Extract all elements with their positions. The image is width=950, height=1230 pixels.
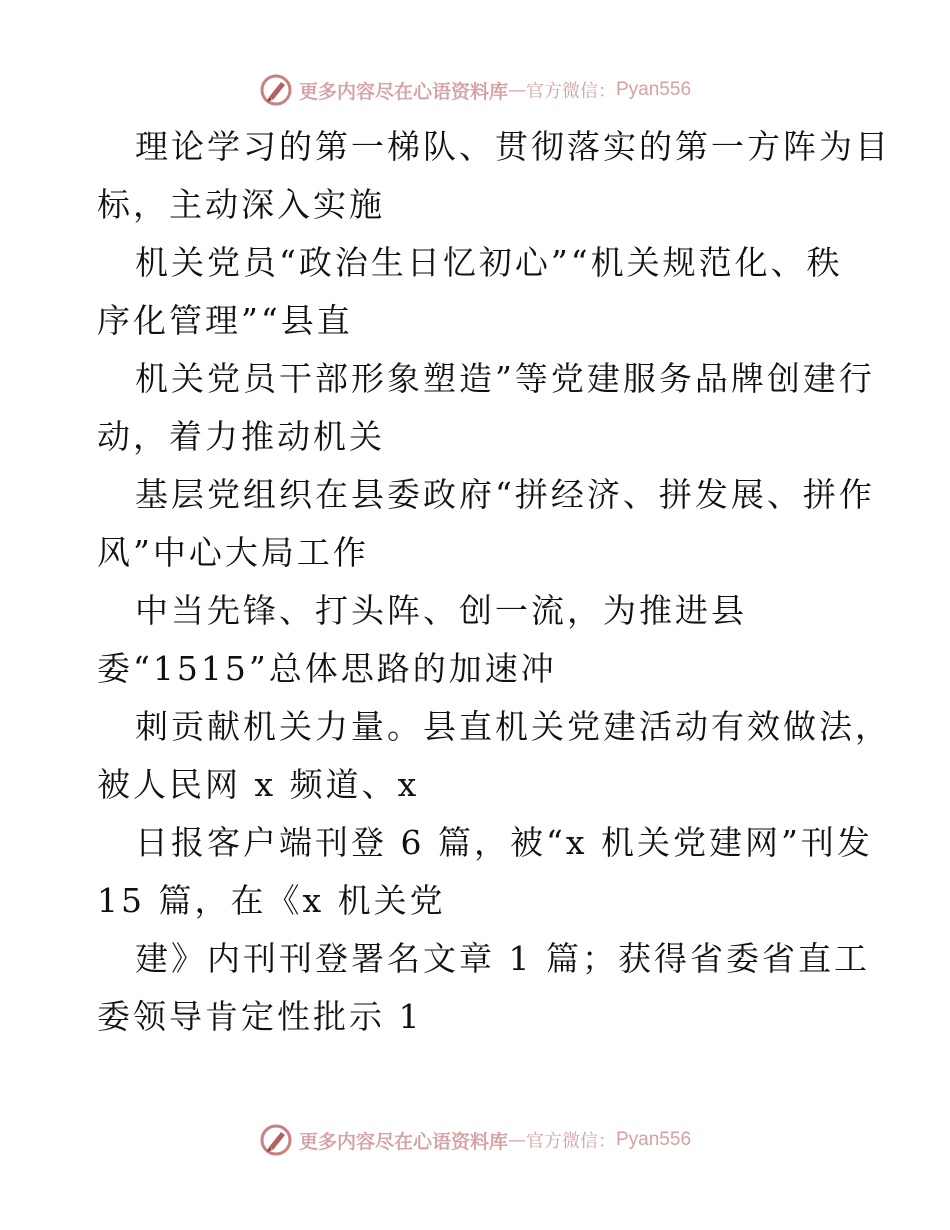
body-line-8: 风”中心大局工作 bbox=[97, 533, 369, 572]
body-line-1: 理论学习的第一梯队、贯彻落实的第一方阵为目 bbox=[135, 127, 891, 166]
body-line-4: 序化管理”“县直 bbox=[97, 301, 353, 340]
header-banner-separator: — bbox=[508, 79, 526, 101]
header-banner-official-text: 官方微信： bbox=[526, 81, 616, 102]
body-line-7: 基层党组织在县委政府“拼经济、拼发展、拼作 bbox=[135, 475, 875, 514]
header-banner-wechat-id: Pyan556 bbox=[616, 79, 692, 100]
body-line-12: 被人民网 x 频道、x bbox=[97, 765, 420, 804]
body-line-3: 机关党员“政治生日忆初心”“机关规范化、秩 bbox=[135, 243, 843, 282]
body-line-10: 委“1515”总体思路的加速冲 bbox=[97, 649, 557, 688]
body-line-15: 建》内刊刊登署名文章 1 篇；获得省委省直工 bbox=[135, 939, 870, 978]
header-banner-inner bbox=[259, 73, 691, 107]
body-line-14: 15 篇，在《x 机关党 bbox=[97, 881, 446, 920]
body-line-2: 标，主动深入实施 bbox=[97, 185, 385, 224]
footer-banner-separator: — bbox=[508, 1129, 526, 1151]
header-watermark-banner bbox=[0, 70, 950, 110]
body-line-6: 动，着力推动机关 bbox=[97, 417, 385, 456]
footer-banner-official-text: 官方微信： bbox=[526, 1131, 616, 1152]
footer-watermark-banner bbox=[0, 1120, 950, 1160]
pen-circle-logo-icon bbox=[259, 73, 293, 107]
body-line-11: 刺贡献机关力量。县直机关党建活动有效做法， bbox=[135, 707, 891, 746]
document-body bbox=[97, 118, 891, 1046]
body-line-13: 日报客户端刊登 6 篇，被“x 机关党建网”刊发 bbox=[135, 823, 873, 862]
footer-banner-main-text: 更多内容尽在心语资料库 bbox=[298, 1130, 508, 1153]
header-banner-main-text: 更多内容尽在心语资料库 bbox=[298, 80, 508, 103]
footer-banner-inner bbox=[259, 1123, 691, 1157]
body-line-16: 委领导肯定性批示 1 bbox=[97, 997, 423, 1036]
body-line-5: 机关党员干部形象塑造”等党建服务品牌创建行 bbox=[135, 359, 875, 398]
pen-circle-logo-icon bbox=[259, 1123, 293, 1157]
footer-banner-wechat-id: Pyan556 bbox=[616, 1129, 692, 1150]
body-line-9: 中当先锋、打头阵、创一流，为推进县 bbox=[135, 591, 747, 630]
